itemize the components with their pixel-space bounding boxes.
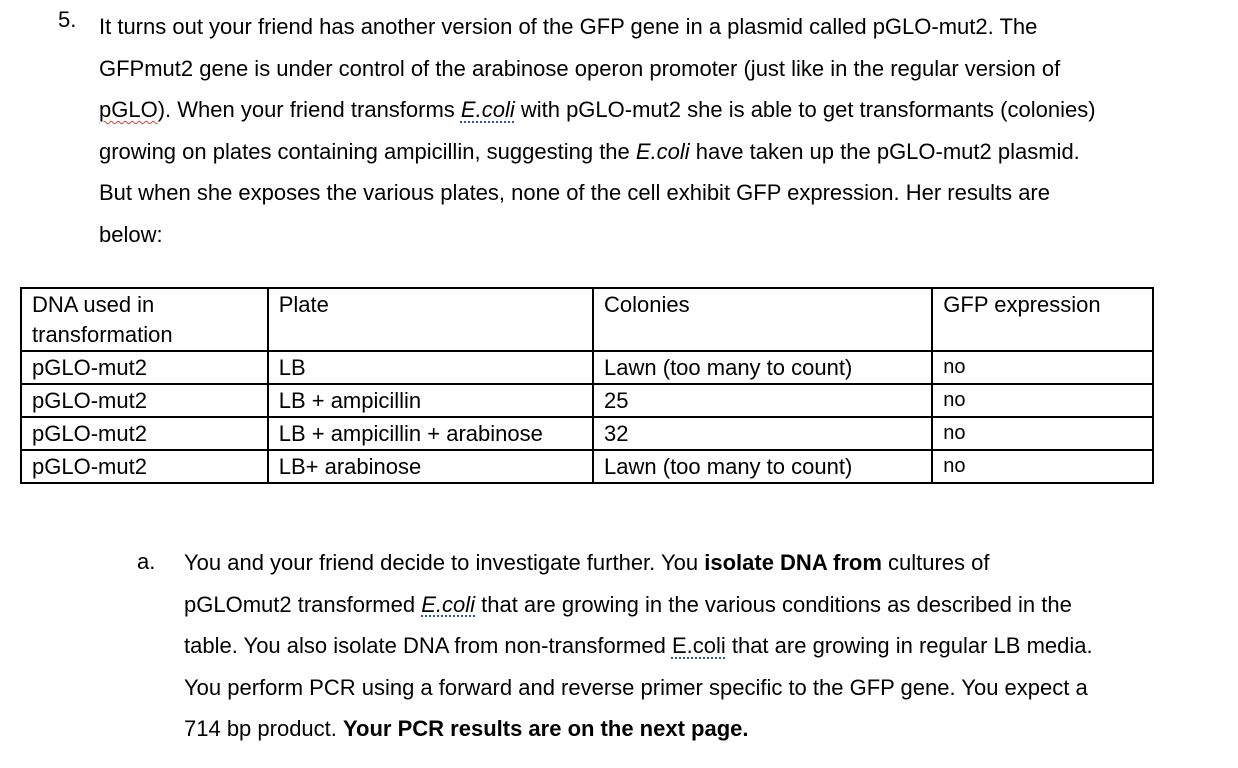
part-a-line-1 <box>184 542 1224 584</box>
cell-gfp: no <box>932 417 1153 450</box>
table-row <box>21 384 1153 417</box>
text-span: that are growing in the various conditions as described in the <box>475 591 1072 617</box>
header-plate: Plate <box>268 288 593 351</box>
text-span: You perform PCR using a forward and reverse primer specific to the GFP gene. You expect a <box>184 674 1088 700</box>
text-span: 714 bp product. <box>184 716 344 742</box>
text-span: have taken up the pGLO-mut2 plasmid. <box>689 138 1080 164</box>
text-span: GFPmut2 gene is under control of the arabinose operon promoter (just like in the regular version of <box>99 55 1061 81</box>
question-line-5 <box>99 172 1224 214</box>
question-line-6 <box>99 214 1224 256</box>
cell-gfp: no <box>932 384 1153 417</box>
header-colonies: Colonies <box>593 288 932 351</box>
grammar-flagged-word[interactable]: E.coli <box>460 97 515 123</box>
text-span: with pGLO-mut2 she is able to get transformants (colonies) <box>514 97 1096 123</box>
cell-dna: pGLO-mut2 <box>21 417 268 450</box>
text-span: that are growing in regular LB media. <box>725 633 1093 659</box>
cell-gfp: no <box>932 351 1153 384</box>
cell-colonies: Lawn (too many to count) <box>593 351 932 384</box>
question-line-1 <box>99 6 1224 48</box>
table-row <box>21 450 1153 483</box>
text-span: pGLOmut2 transformed <box>184 591 422 617</box>
bold-phrase: isolate DNA from <box>704 550 882 575</box>
cell-dna: pGLO-mut2 <box>21 384 268 417</box>
part-a-line-4 <box>184 667 1224 709</box>
question-line-2 <box>99 48 1224 90</box>
part-a-line-2 <box>184 584 1224 626</box>
question-line-3 <box>99 89 1224 131</box>
bold-phrase: Your PCR results are on the next page. <box>343 716 749 742</box>
spellcheck-word[interactable]: pGLO <box>99 97 158 123</box>
grammar-flagged-word[interactable]: E.coli <box>421 591 476 617</box>
text-span: table. You also isolate DNA from non-transformed <box>184 633 672 659</box>
cell-plate: LB <box>268 351 593 384</box>
part-a-line-3 <box>184 625 1224 667</box>
cell-dna: pGLO-mut2 <box>21 351 268 384</box>
cell-dna: pGLO-mut2 <box>21 450 268 483</box>
header-dna: DNA used in transformation <box>21 288 268 351</box>
question-line-4 <box>99 131 1224 173</box>
cell-colonies: Lawn (too many to count) <box>593 450 932 483</box>
text-span: cultures of <box>881 550 990 575</box>
text-span: But when she exposes the various plates, none of the cell exhibit GFP expression. Her results are <box>99 180 1050 206</box>
results-table <box>20 287 1154 484</box>
grammar-flagged-word[interactable]: E.coli <box>671 633 726 659</box>
cell-colonies: 32 <box>593 417 932 450</box>
question-number: 5. <box>58 7 77 32</box>
species-italic: E.coli <box>635 138 690 164</box>
part-a-label: a. <box>137 549 156 574</box>
cell-colonies: 25 <box>593 384 932 417</box>
text-span: It turns out your friend has another version of the GFP gene in a plasmid called pGLO-mut2. The <box>99 14 1038 39</box>
text-span: growing on plates containing ampicillin, suggesting the <box>99 138 636 164</box>
cell-plate: LB + ampicillin + arabinose <box>268 417 593 450</box>
cell-gfp: no <box>932 450 1153 483</box>
cell-plate: LB+ arabinose <box>268 450 593 483</box>
header-gfp: GFP expression <box>932 288 1153 351</box>
question-text <box>99 6 1224 256</box>
text-span: ). When your friend transforms <box>157 97 461 123</box>
table-row <box>21 417 1153 450</box>
text-span: below: <box>99 221 163 247</box>
table-header-row <box>21 288 1153 351</box>
text-span: You and your friend decide to investigate further. You <box>184 550 705 575</box>
part-a-line-5 <box>184 708 1224 750</box>
table-row <box>21 351 1153 384</box>
part-a-text <box>184 542 1224 750</box>
cell-plate: LB + ampicillin <box>268 384 593 417</box>
